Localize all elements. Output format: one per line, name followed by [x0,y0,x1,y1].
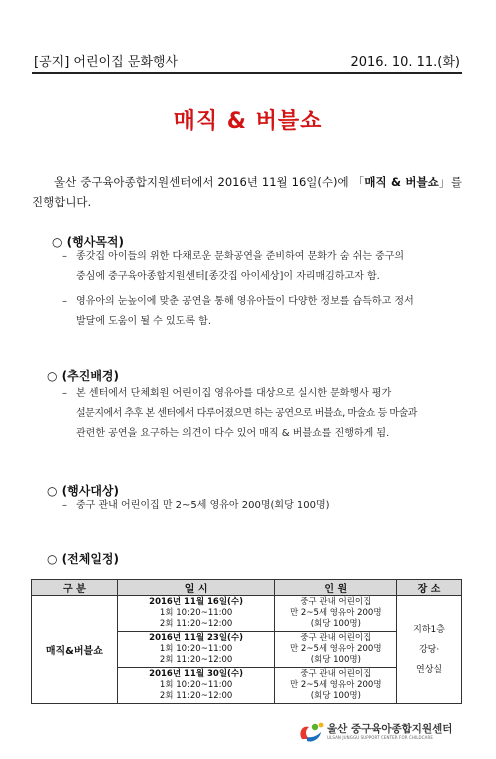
header-place: 장 소 [397,580,462,596]
header-people: 인 원 [275,580,397,596]
session-1: 1회 10:20~11:00 [159,680,233,690]
session-2: 2회 11:20~12:00 [159,655,233,665]
bullet-line: 종갓집 아이들의 위한 다채로운 문화공연을 준비하여 문화가 숨 쉬는 중구의 [76,251,405,262]
section-title-target: ○ (행사대상) [47,484,119,498]
bullet-line: 발달에 도움이 될 수 있도록 함. [76,316,211,327]
document-title: 매직 & 버블쇼 [173,109,323,134]
header-rule [32,72,462,74]
notice-label: [공지] 어린이집 문화행사 [34,55,178,70]
section-title-background: ○ (추진배경) [47,369,119,383]
schedule-table [31,579,462,704]
bullet-purpose-1: – 종갓집 아이들의 위한 다채로운 문화공연을 준비하여 문화가 숨 쉬는 중구의 중심에 중구육아종합지원센터[종갓집 아이세상]이 자리매김하고자 함. [62,251,405,282]
place-line: 지하1층 [413,624,445,635]
place-line: 강당· [418,644,440,655]
bullet-background-1: – 본 센터에서 단체회원 어린이집 영유아를 대상으로 실시한 문화행사 평가 설문지에서 추후 본 센터에서 다루어졌으면 하는 공연으로 버블쇼, 마술쇼 등 마술과 관련한 공연을 요구하는 의견이 다수 있어 매직 & 버블쇼를 진행하게 됨. [62,388,417,439]
intro-paragraph [32,172,462,212]
bullet-line: 관련한 공연을 요구하는 의견이 다수 있어 매직 & 버블쇼를 진행하게 됨. [76,428,390,439]
session-2: 2회 11:20~12:00 [159,619,233,629]
people-cell [275,596,397,632]
bullet-line: 영유아의 눈높이에 맞춘 공연을 통해 영유아들이 다양한 정보를 습득하고 정서 [76,296,414,307]
intro-text-after: 」를 진행합니다. [32,175,462,209]
people-cell [275,668,397,704]
session-1: 1회 10:20~11:00 [159,608,233,618]
date-cell [117,596,275,632]
section-title-schedule: ○ (전체일정) [47,552,119,566]
people-cell [275,632,397,668]
center-logo-name: 울산 중구육아종합지원센터 [327,723,453,735]
header-datetime: 일 시 [117,580,275,596]
place-cell [397,596,462,704]
intro-highlight: 매직 & 버블쇼 [364,175,439,189]
center-logo-icon [296,719,326,745]
people-line: (회당 100명) [310,655,361,665]
date-label: 2016년 11월 16일(수) [149,597,244,607]
bullet-purpose-2: – 영유아의 눈높이에 맞춘 공연을 통해 영유아들이 다양한 정보를 습득하고 정서 발달에 도움이 될 수 있도록 함. [62,296,414,327]
event-category: 매직&버블쇼 [32,596,118,704]
header-category: 구 분 [32,580,118,596]
people-line: 만 2~5세 영유아 200명 [290,608,382,618]
intro-text-before: 울산 중구육아종합지원센터에서 2016년 11월 16일(수)에 「 [54,175,365,189]
session-1: 1회 10:20~11:00 [159,644,233,654]
session-2: 2회 11:20~12:00 [159,691,233,701]
people-line: 만 2~5세 영유아 200명 [290,644,382,654]
people-line: 중구 관내 어린이집 [300,597,372,607]
people-line: 중구 관내 어린이집 [300,669,372,679]
bullet-line: 중구 관내 어린이집 만 2~5세 영유아 200명(회당 100명) [76,500,330,511]
people-line: 중구 관내 어린이집 [300,633,372,643]
table-row [32,596,462,632]
date-label: 2016년 11월 30일(수) [149,669,244,679]
section-title-purpose: ○ (행사목적) [52,235,124,249]
table-header-row [32,580,462,596]
date-label: 2016년 11월 23일(수) [149,633,244,643]
date-cell [117,668,275,704]
people-line: (회당 100명) [310,691,361,701]
bullet-line: 중심에 중구육아종합지원센터[종갓집 아이세상]이 자리매김하고자 함. [76,271,380,282]
bullet-target-1: – 중구 관내 어린이집 만 2~5세 영유아 200명(회당 100명) [62,500,330,511]
center-logo-english: ULSAN JUNGGU SUPPORT CENTER FOR CHILDCARE [327,735,433,740]
bullet-line: 설문지에서 추후 본 센터에서 다루어졌으면 하는 공연으로 버블쇼, 마술쇼 등 마술과 [76,408,417,419]
people-line: (회당 100명) [310,619,361,629]
date-cell [117,632,275,668]
bullet-line: 본 센터에서 단체회원 어린이집 영유아를 대상으로 실시한 문화행사 평가 [76,388,392,399]
people-line: 만 2~5세 영유아 200명 [290,680,382,690]
document-date: 2016. 10. 11.(화) [350,55,460,70]
place-line: 연상실 [416,664,443,675]
